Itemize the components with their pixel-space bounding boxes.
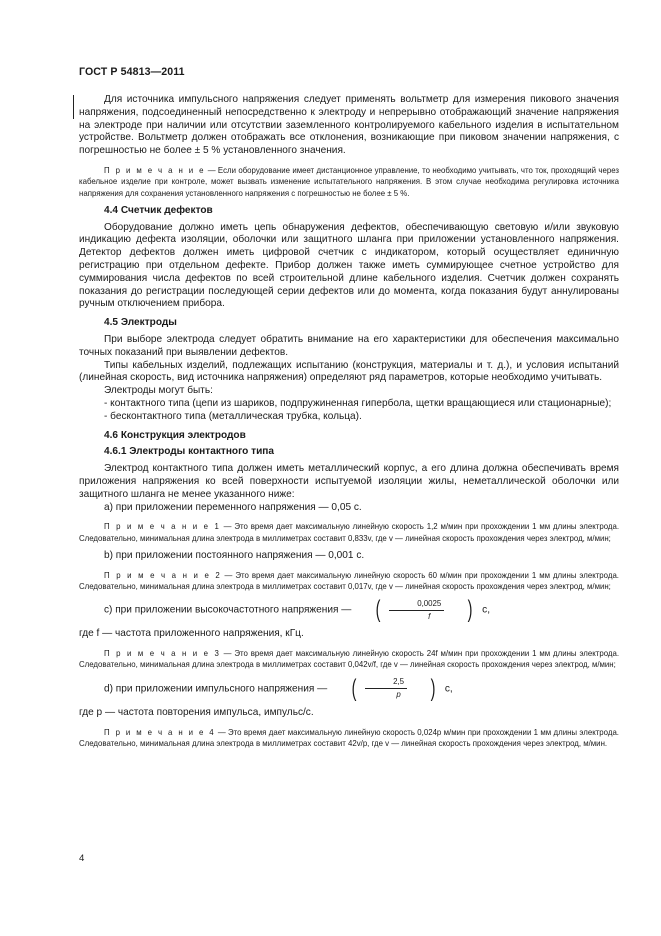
section-4-6-1-heading: 4.6.1 Электроды контактного типа [104,446,274,458]
note-2-label: П р и м е ч а н и е 2 [104,570,222,580]
intro-paragraph: Для источника импульсного напряжения следует применять вольтметр для измерения пикового значения напряжения, подсоединенный непосредственно к электроду и непрерывно отображающий значение напряжения на электроде при наличии или отсутствии заземленного контролируемого кабельного изделия в испытательном устройстве. Вольтметр должен отображать все отклонения, возникающие при пиковом значении напряжения, с погрешностью не более ± 5 % установленного значения. [79,94,619,157]
fraction-denominator: f [428,611,431,621]
intro-note [79,165,619,199]
note-1 [79,521,619,544]
note-3-text: — Это время дает максимальную линейную скорость 24f м/мин при прохождении 1 мм длины электрода. Следовательно, минимальная длина электрода в миллиметрах составит 0,042v/f, где v — линейная скорость прохождения через электрод, м/мин; [79,649,619,670]
fraction-denominator: р [396,690,401,700]
note-3-label: П р и м е ч а н и е 3 [104,649,221,659]
note-1-label: П р и м е ч а н и е 1 [104,522,221,532]
note-3 [79,648,619,671]
section-4-5-p1: При выборе электрода следует обратить внимание на его характеристики для обеспечения максимально точных показаний при выявлении дефектов. [79,334,619,358]
left-paren: ( [375,596,381,624]
section-4-5-list-noncontact: - бесконтактного типа (металлическая трубка, кольца). [104,410,362,422]
section-4-5-list-contact: - контактного типа (цепи из шариков, подпружиненная гипербола, щетки вращающиеся или стационарные); [104,398,612,410]
note-4-text: — Это время дает максимальную линейную скорость 0,024р м/мин при прохождении 1 мм длины электрода. Следовательно, минимальная длина электрода в миллиметрах составит 42v/р, где v — линейная скорость прохождения через электрод, м/мин. [79,727,619,748]
left-paren: ( [351,674,357,702]
item-d [79,674,619,702]
note-2 [79,570,619,593]
item-d-prefix: d) при приложении импульсного напряжения — [104,683,328,695]
fraction-numerator: 0,0025 [389,599,444,611]
page-number: 4 [79,853,85,864]
item-c-suffix: с, [482,605,490,617]
item-c-fraction [389,599,444,622]
document-body [79,94,619,755]
section-4-6-1-paragraph: Электрод контактного типа должен иметь металлический корпус, а его длина должна обеспечивать время приложения напряжения ко всей поверхности испытуемой изоляции жилы, неметаллической оболочки или защитного шланга не менее указанного ниже: [79,463,619,500]
section-4-5-p2: Типы кабельных изделий, подлежащих испытанию (конструкция, материалы и т. д.), и условия испытаний (линейная скорость, вид источника напряжения) определяют ряд параметров, которые необходимо учитывать. [79,359,619,384]
fraction-numerator: 2,5 [365,677,407,689]
item-b: b) при приложении постоянного напряжения — 0,001 с. [104,550,365,561]
document-header: ГОСТ Р 54813—2011 [79,66,185,78]
item-d-fraction [365,677,407,700]
section-4-4-heading: 4.4 Счетчик дефектов [104,204,213,216]
note-text: — Если оборудование имеет дистанционное управление, то необходимо учитывать, что ток, проходящий через кабельное изделие при контроле, может вызвать изменение испытательного напряжения. В этом случае необходима регулировка источника напряжения для сохранения установленного напряжения с погрешностью не более ± 5 %. [79,165,619,198]
section-4-5-p3: Электроды могут быть: [104,385,213,397]
right-paren: ) [467,596,473,624]
section-4-4-paragraph: Оборудование должно иметь цепь обнаружения дефектов, обеспечивающую световую и/или звуковую индикацию дефекта изоляции, оболочки или защитного шланга при приложении установленного напряжения. Детектор дефектов должен иметь цифровой счетчик с индикатором, который осуществляет единичную регистрацию при отдельном дефекте. Прибор должен также иметь суммирующее счетное устройство для суммирования числа дефектов по всей строительной длине кабельного изделия. Счетчик должен сохранять показания до регистрации последующей серии дефектов или до момента, когда показания будут аннулированы ручным отключением прибора. [79,221,619,310]
section-4-5-heading: 4.5 Электроды [104,317,177,329]
note-4 [79,727,619,750]
note-2-text: — Это время дает максимальную линейную скорость 60 м/мин при прохождении 1 мм длины электрода. Следовательно, минимальная длина электрода в миллиметрах составит 0,017v, где v — линейная скорость прохождения через электрод, м/мин; [79,570,619,592]
change-margin-bar [73,95,74,119]
note-4-label: П р и м е ч а н и е 4 [104,727,216,737]
section-4-6-heading: 4.6 Конструкция электродов [104,429,246,441]
item-c-where: где f — частота приложенного напряжения, кГц. [79,628,304,640]
note-1-text: — Это время дает максимальную линейную скорость 1,2 м/мин при прохождении 1 мм длины электрода. Следовательно, минимальная длина электрода в миллиметрах составит 0,833v, где v — линейная скорость прохождения через электрод, м/мин; [79,522,619,543]
item-a: а) при приложении переменного напряжения — 0,05 с. [104,501,362,513]
item-c [79,598,619,622]
note-label: П р и м е ч а н и е [104,165,206,175]
item-c-prefix: с) при приложении высокочастотного напряжения — [104,605,352,617]
item-d-suffix: с, [444,683,453,695]
item-d-where: где р — частота повторения импульса, импульс/с. [79,706,314,718]
right-paren: ) [430,674,436,702]
